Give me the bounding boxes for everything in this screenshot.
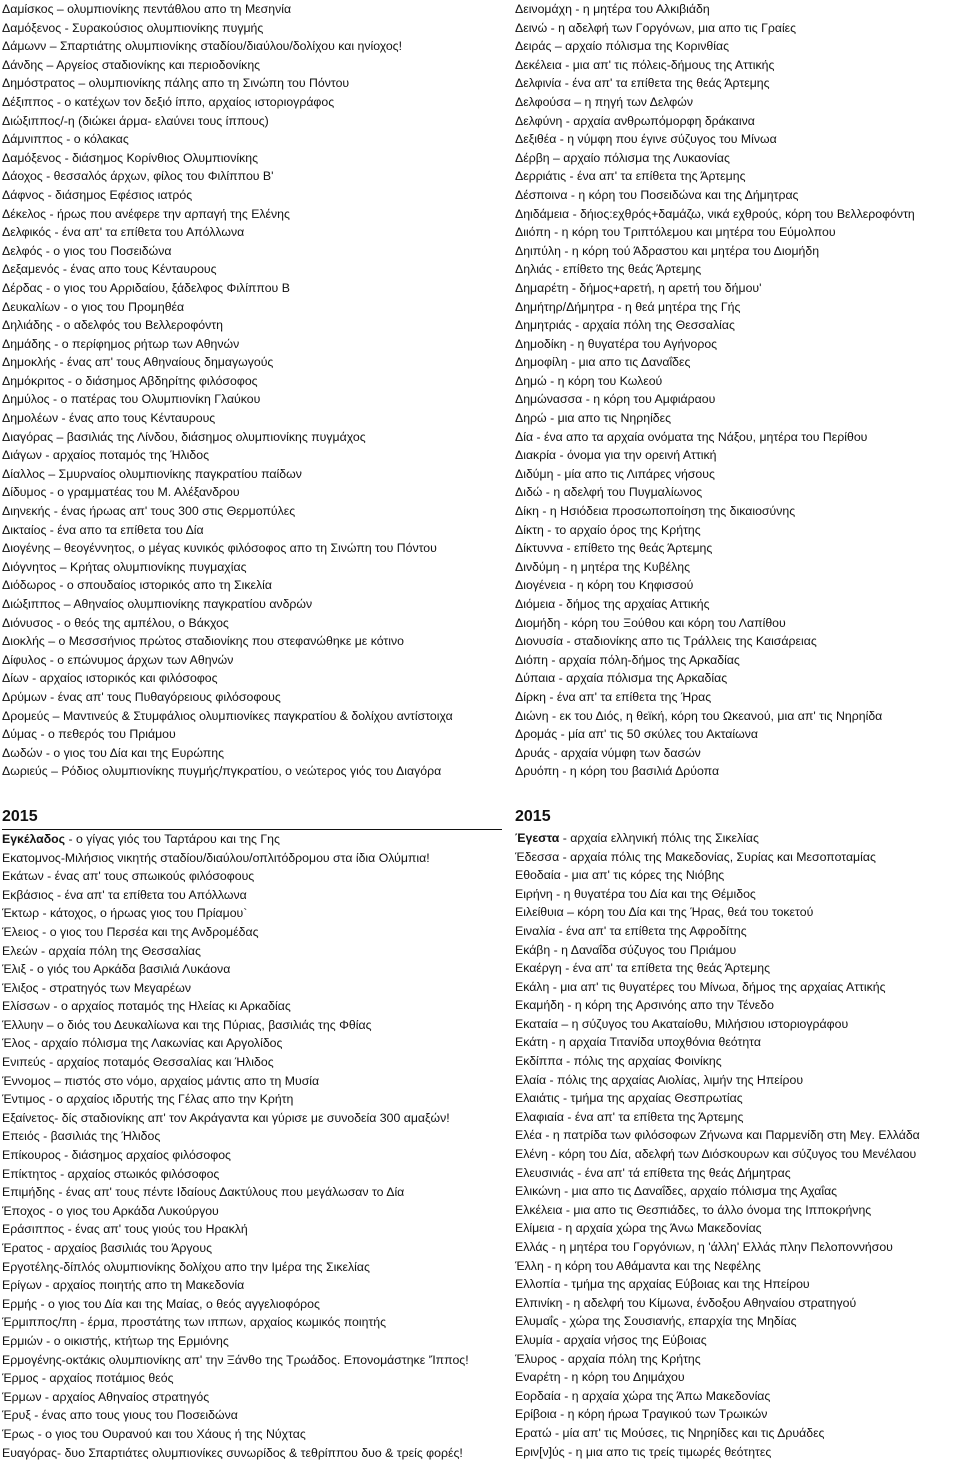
list-item: Δευκαλίων - ο γιος του Προμηθέα [2, 299, 185, 314]
list-item: Δάμνιππος - ο κόλακας [2, 132, 129, 147]
list-item: Εριν[ν]ύς - η μια απο τις τρείς τιμωρές θεότητες [515, 1444, 772, 1459]
list-item: Έρμιππος/πη - έρμα, προστάτης των ιππων, αρχαίος κωμικός ποιητής [2, 1315, 387, 1330]
list-item: Έποχος - ο γιος του Αρκάδα Λυκούργου [2, 1203, 219, 1218]
list-item: Δέσποινα - η κόρη του Ποσειδώνα και της Δήμητρας [515, 187, 799, 202]
list-item: Δεινώ - η αδελφή των Γοργόνων, μια απο τις Γραίες [515, 20, 797, 35]
list-item: Έρμος - αρχαίος ποτάμιος θεός [2, 1371, 174, 1386]
list-item: Ερίγων - αρχαίος ποιητής απο τη Μακεδονία [2, 1278, 245, 1293]
left-bottom-list [2, 849, 502, 1462]
list-item: Δίαλλος – Σμυρναίος ολυμπιονίκης παγκρατίου παίδων [2, 466, 302, 481]
list-item: Δικταίος - ένα απο τα επίθετα του Δία [2, 522, 204, 537]
list-item: Δημώνασσα - η κόρη του Αμφιάραου [515, 392, 716, 407]
list-item: Διοκλής – ο Μεσσσήνιος πρώτος σταδιονίκης που στεφανώθηκε με κότινο [2, 634, 404, 649]
list-item: Δημοφίλη - μια απο τις Δαναΐδες [515, 355, 691, 370]
list-item: Έλιξος - στρατηγός των Μεγαρέων [2, 980, 192, 995]
list-item: Έρατος - αρχαίος βασιλιάς του Άργους [2, 1241, 213, 1255]
list-item: Ερμής - ο γιος του Δία και της Μαίας, ο θεός αγγελιοφόρος [2, 1296, 320, 1311]
list-item: Δύπαια - αρχαία πόλισμα της Αρκαδίας [515, 671, 728, 686]
list-item: Δάφνος - διάσημος Εφέσιος ιατρός [2, 187, 193, 202]
list-item [515, 829, 960, 848]
list-item: Ερμιών - ο οικιστής, κτήτωρ της Ερμιόνης [2, 1333, 229, 1348]
list-item: Δημολέων - ένας απο τους Κένταυρους [2, 411, 216, 426]
list-item: Έλυρος - αρχαία πόλη της Κρήτης [515, 1351, 701, 1366]
left-top-list [2, 0, 502, 781]
list-item: Εκαταία – η σύζυγος του Ακαταίοθυ, Μιλήσιου ιστοριογράφου [515, 1016, 849, 1031]
list-item: Δέρδας - ο γιος του Αρριδαίου, ξάδελφος Φιλίππου Β [2, 280, 290, 295]
list-item: Δάμωνν – Σπαρτιάτης ολυμπιονίκης σταδίου/διαύλου/δολίχου και ηνίοχος! [2, 39, 403, 54]
list-item: Δημοκλής - ένας απ' τους Αθηναίους δημαγωγούς [2, 355, 274, 370]
list-item: Έρμων - αρχαίος Αθηναίος στρατηγός [2, 1389, 210, 1404]
list-item: Ελεών - αρχαία πόλη της Θεσσαλίας [2, 943, 201, 958]
list-item: Δημάδης - ο περίφημος ρήτωρ των Αθηνών [2, 336, 240, 351]
list-item: Δρομάς - μία απ' τις 50 σκύλες του Ακταίωνα [515, 727, 758, 742]
list-item: Ελικώνη - μια απο τις Δαναΐδες, αρχαίο πόλισμα της Αχαΐας [515, 1184, 838, 1199]
list-item: Δρυάς - αρχαία νύμφη των δασών [515, 745, 701, 760]
left-column [2, 0, 502, 1462]
list-item: Δελφινία - ένα απ' τα επίθετα της θεάς Άρτεμης [515, 76, 770, 91]
list-item: Έντιμος - ο αρχαίος ιδρυτής της Γέλας απο την Κρήτη [2, 1092, 294, 1107]
list-item: Εκατομνος-Μιλήσιος νικητής σταδίου/διαύλου/οπλιτόδρομου στα ίδια Ολύμπια! [2, 850, 430, 865]
list-item: Εράσιππος - ένας απ' τους γιούς του Ηρακλή [2, 1222, 248, 1237]
list-item: Επειός - βασιλιάς της Ήλιδος [2, 1129, 161, 1144]
list-item: Δρύμων - ένας απ' τους Πυθαγόρειους φιλόσοφους [2, 689, 281, 704]
list-item: Εορδαία - η αρχαία χώρα της Άπω Μακεδονίας [515, 1388, 771, 1403]
list-item: Δίρκη - ένα απ' τα επίθετα της Ήρας [515, 689, 712, 704]
list-item: Ειλείθυια – κόρη του Δία και της Ήρας, θεά του τοκετού [515, 905, 814, 920]
list-item: Δίων - αρχαίος ιστορικός και φιλόσοφος [2, 671, 218, 686]
list-item: Ευαγόρας- δυο Σπαρτιάτες ολυμπιονίκες συνωρίδος & τεθρίππου δυο & τρείς φορές! [2, 1445, 463, 1460]
list-item: Εναρέτη - η κόρη του Δηιμάχου [515, 1370, 685, 1385]
list-item [2, 830, 502, 849]
list-item: Δάοχος - θεσσαλός άρχων, φίλος του Φιλίππου Β' [2, 169, 274, 184]
list-item: Δρυόπη - η κόρη του βασιλιά Δρύοπα [515, 764, 720, 779]
list-item: Δέκελος - ήρως που ανέφερε την αρπαγή της Ελένης [2, 206, 290, 221]
list-item: Ελένη - κόρη του Δία, αδελφή των Διόσκουρων και σύζυγος του Μενέλαου [515, 1147, 917, 1162]
list-item: Δηιδάμεια - δήιος:εχθρός+δαμάζω, νικά εχθρούς, κόρη του Βελλεροφόντη [515, 206, 915, 221]
list-item: Διόγνητος – Κρήτας ολυμπιονίκης πυγμαχίας [2, 559, 247, 574]
list-item: Ελαιάτις - τμήμα της αρχαίας Θεσπρωτίας [515, 1091, 743, 1106]
list-item: Εκβάσιος - ένα απ' τα επίθετα του Απόλλωνα [2, 887, 247, 902]
list-item: Διδώ - η αδελφή του Πυγμαλίωνος [515, 485, 703, 500]
list-item: Δεξαμενός - ένας απο τους Κένταυρους [2, 262, 217, 277]
list-item: Δία - ένα απο τα αρχαία ονόματα της Νάξου, μητέρα του Περίθου [515, 429, 868, 444]
list-item: Ελπινίκη - η αδελφή του Κίμωνα, ένδοξου Αθηναίου στρατηγού [515, 1295, 857, 1310]
list-item: Δίφυλος - ο επώνυμος άρχων των Αθηνών [2, 652, 234, 667]
list-item: Έλλυην – ο διός του Δευκαλίωνα και της Πύριας, βασιλιάς της Φθίας [2, 1017, 372, 1032]
list-item: Δελφύνη - αρχαία ανθρωπόμορφη δράκαινα [515, 113, 755, 128]
list-item: Δαμίσκος – ολυμπιονίκης πεντάθλου απο τη Μεσηνία [2, 2, 292, 16]
list-item: Δημοδίκη - η θυγατέρα του Αγήνορος [515, 336, 718, 351]
list-item: Δηλιάδης - ο αδελφός του Βελλεροφόντη [2, 318, 223, 333]
list-item: Δαμόξενος - διάσημος Κορίνθιος Ολυμπιονίκης [2, 150, 259, 165]
list-item: Δημώ - η κόρη του Κωλεού [515, 373, 663, 388]
list-item: Εξαίνετος- δίς σταδιονίκης απ' τον Ακράγαντα και γύρισε με συνοδεία 300 αμαξών! [2, 1110, 450, 1125]
list-item: Επίκτητος - αρχαίος στωικός φιλόσοφος [2, 1166, 220, 1181]
list-item: Δινδύμη - η μητέρα της Κυβέλης [515, 559, 690, 574]
list-item: Διώξιππος – Αθηναίος ολυμπιονίκης παγκρατίου ανδρών [2, 597, 313, 611]
right-top-list [515, 0, 960, 781]
entry-text: - αρχαία ελληνική πόλις της Σικελίας [559, 830, 759, 845]
list-item: Δερριάτις - ένα απ' τα επίθετα της Άρτεμης [515, 169, 746, 184]
list-item: Δηλιάς - επίθετο της θεάς Άρτεμης [515, 262, 702, 277]
list-item: Επίκουρος - διάσημος αρχαίος φιλόσοφος [2, 1148, 231, 1163]
list-item: Δύμας - ο πεθερός του Πριάμου [2, 727, 176, 742]
list-item: Εκάτη - η αρχαία Τιτανίδα υποχθόνια θεότητα [515, 1035, 761, 1050]
list-item: Διδύμη - μία απο τις Λιπάρες νήσους [515, 466, 715, 481]
list-item: Έννομος – πιστός στο νόμο, αρχαίος μάντις απο τη Μυσία [2, 1073, 320, 1088]
bold-name: Έγεστα [515, 830, 560, 845]
list-item: Δάνδης – Αργείος σταδιονίκης και περιοδονίκης [2, 57, 261, 72]
list-item: Δημόστρατος – ολυμπιονίκης πάλης απο τη Σινώπη του Πόντου [2, 76, 350, 91]
list-item: Ελίμεια - η αρχαία χώρα της Άνω Μακεδονίας [515, 1221, 762, 1236]
list-item: Διακρία - όνομα για την ορεινή Αττική [515, 448, 717, 463]
list-item: Δαμόξενος - Συρακούσιος ολυμπιονίκης πυγμής [2, 20, 264, 35]
list-item: Ελυμία - αρχαία νήσος της Εύβοιας [515, 1332, 707, 1347]
list-item: Δίκη - η Ησιόδεια προσωποποίηση της δικαιοσύνης [515, 504, 796, 519]
list-item: Ελαφιαία - ένα απ' τα επίθετα της Άρτεμης [515, 1109, 744, 1124]
list-item: Ελκέλεια - μια απο τις Θεσπιάδες, το άλλο όνομα της Ιπποκρήνης [515, 1202, 872, 1217]
list-item: Διόμεια - δήμος της αρχαίας Αττικής [515, 597, 710, 611]
list-item: Διώνη - εκ του Διός, η θεϊκή, κόρη του Ωκεανού, μια απ' τις Νηρηίδα [515, 708, 883, 723]
list-item: Δέξιππος - ο κατέχων τον δεξιό ίππο, αρχαίος ιστοριογράφος [2, 94, 335, 109]
list-item: Δηιπύλη - η κόρη τού Άδραστου και μητέρα του Διομήδη [515, 243, 820, 258]
right-column [515, 0, 960, 1461]
list-item: Δωριεύς – Ρόδιος ολυμπιονίκης πυγμής/πγκρατίου, ο νεώτερος γιός του Διαγόρα [2, 764, 442, 779]
list-item: Ερμογένης-οκτάκις ολυμπιονίκης απ' την Ξάνθο της Τρωάδος. Επονομάστηκε 'Ίππος! [2, 1352, 469, 1367]
list-item: Διογένεια - η κόρη του Κηφισσού [515, 578, 694, 593]
list-item: Ελυμαΐς - χώρα της Σουσιανής, επαρχία της Μηδίας [515, 1314, 797, 1329]
list-item: Ελίσσων - ο αρχαίος ποταμός της Ηλείας κι Αρκαδίας [2, 999, 291, 1014]
list-item: Ειναλία - ένα απ' τα επίθετα της Αφροδίτης [515, 923, 747, 938]
list-item: Διιόπη - η κόρη του Τριπτόλεμου και μητέρα του Εύμολπου [515, 225, 836, 240]
list-item: Έλειος - ο γιος του Περσέα και της Ανδρομέδας [2, 924, 259, 939]
list-item: Δωδών - ο γιος του Δία και της Ευρώπης [2, 745, 225, 760]
list-item: Έρυξ - ένας απο τους γιους του Ποσειδώνα [2, 1408, 238, 1423]
list-item: Διονυσία - σταδιονίκης απο τις Τράλλεις της Καισάρειας [515, 634, 817, 649]
list-item: Διόνυσος - ο θεός της αμπέλου, ο Βάκχος [2, 615, 229, 630]
list-item: Εκαέργη - ένα απ' τα επίθετα της θεάς Άρτεμης [515, 961, 771, 976]
list-item: Δημύλος - ο πατέρας του Ολυμπιονίκη Γλαύκου [2, 392, 261, 407]
list-item: Δεξιθέα - η νύμφη που έγινε σύζυγος του Μίνωα [515, 132, 777, 147]
list-item: Ελλάς - η μητέρα του Γοργόνιων, η 'άλλη' Ελλάς πλην Πελοποννήσου [515, 1240, 893, 1254]
year-heading-left: 2015 [2, 805, 502, 830]
list-item: Ειρήνη - η θυγατέρα του Δία και της Θέμιδος [515, 886, 756, 901]
list-item: Δημόκριτος - ο διάσημος Αβδηρίτης φιλόσοφος [2, 373, 258, 388]
list-item: Διώξιππος/-η (διώκει άρμα- ελαύνει τους ίππους) [2, 113, 269, 128]
list-item: Διηνεκής - ένας ήρωας απ' τους 300 στις Θερμοπύλες [2, 504, 296, 519]
list-item: Ερατώ - μία απ' τις Μούσες, τις Νηρηίδες και τις Δρυάδες [515, 1425, 825, 1440]
entry-text: - ο γίγας γιός του Ταρτάρου και της Γης [65, 831, 280, 846]
list-item: Ελλοπία - τμήμα της αρχαίας Εύβοιας και της Ηπείρου [515, 1277, 810, 1292]
list-item: Δίκτυννα - επίθετο της θεάς Άρτεμης [515, 541, 713, 556]
list-item: Ερίβοια - η κόρη ήρωα Τραγικού των Τρωικών [515, 1407, 768, 1422]
list-item: Ελευσινιάς - ένα απ' τά επίθετα της θεάς Δήμητρας [515, 1165, 791, 1180]
list-item: Διογένης – θεογέννητος, ο μέγας κυνικός φιλόσοφος απο τη Σινώπη του Πόντου [2, 541, 437, 556]
list-item: Εκαμήδη - η κόρη της Αρσινόης απο την Τένεδο [515, 998, 774, 1013]
list-item: Έδεσσα - αρχαία πόλις της Μακεδονίας, Συρίας και Μεσοποταμίας [515, 849, 876, 864]
list-item: Έρως - ο γιος του Ουρανού και του Χάους ή της Νύχτας [2, 1426, 306, 1441]
list-item: Δεκέλεια - μια απ' τις πόλεις-δήμους της Αττικής [515, 57, 775, 72]
list-item: Έλος - αρχαίο πόλισμα της Λακωνίας και Αργολίδος [2, 1036, 283, 1051]
list-item: Δίδυμος - ο γραμματέας του Μ. Αλέξανδρου [2, 485, 240, 500]
list-item: Εκδίππα - πόλις της αρχαίας Φοινίκης [515, 1054, 722, 1069]
list-item: Δρομεύς – Μαντινεύς & Στυμφάλιος ολυμπιονίκες παγκρατίου & δολίχου αντίστοιχα [2, 708, 453, 723]
list-item: Δειράς – αρχαίο πόλισμα της Κορινθίας [515, 39, 730, 54]
list-item: Δεινομάχη - η μητέρα του Αλκιβιάδη [515, 2, 710, 16]
list-item: Δέρβη – αρχαίο πόλισμα της Λυκαονίας [515, 150, 730, 165]
list-item: Ενιπεύς - αρχαίος ποταμός Θεσσαλίας και Ήλιδος [2, 1055, 274, 1070]
right-bottom-list [515, 848, 960, 1462]
list-item: Δίκτη - το αρχαίο όρος της Κρήτης [515, 522, 701, 537]
list-item: Εκάλη - μια απ' τις θυγατέρες του Μίνωα, δήμος της αρχαίας Αττικής [515, 979, 886, 994]
list-item: Δελφικός - ένα απ' τα επίθετα του Απόλλωνα [2, 225, 245, 240]
list-item: Διόπη - αρχαία πόλη-δήμος της Αρκαδίας [515, 652, 740, 667]
list-item: Δελφός - ο γιος του Ποσειδώνα [2, 243, 172, 258]
list-item: Δελφούσα – η πηγή των Δελφών [515, 94, 694, 109]
list-item: Έλλη - η κόρη του Αθάμαντα και της Νεφέλης [515, 1258, 761, 1273]
list-item: Έλιξ - ο γιός του Αρκάδα βασιλιά Λυκάονα [2, 962, 231, 977]
list-item: Διομήδη - κόρη του Ξούθου και κόρη του Λαπίθου [515, 615, 786, 630]
list-item: Δημητριάς - αρχαία πόλη της Θεσσαλίας [515, 318, 735, 333]
list-item: Διαγόρας – βασιλιάς της Λίνδου, διάσημος ολυμπιονίκης πυγμάχος [2, 429, 366, 444]
list-item: Εκάβη - η Δαναΐδα σύζυγος του Πριάμου [515, 942, 737, 957]
list-item: Ελέα - η πατρίδα των φιλόσοφων Ζήνωνα και Παρμενίδη στη Μεγ. Ελλάδα [515, 1128, 920, 1143]
list-item: Διόδωρος - ο σπουδαίος ιστορικός απο τη Σικελία [2, 578, 272, 593]
list-item: Δηρώ - μια απο τις Νηρηίδες [515, 411, 672, 426]
list-item: Εθοδαία - μια απ' τις κόρες της Νιόβης [515, 868, 725, 883]
year-heading-right: 2015 [515, 807, 551, 825]
bold-name: Εγκέλαδος [2, 831, 66, 846]
list-item: Εκάτων - ένας απ' τους σπωικούς φιλόσοφους [2, 869, 255, 884]
list-item: Έκτωρ - κάτοχος, ο ήρωας γιος του Πρίαμου` [2, 906, 248, 921]
list-item: Επιμήδης - ένας απ' τους πέντε Ιδαίους Δακτύλους που μεγάλωσαν το Δία [2, 1185, 405, 1200]
list-item: Δημήτηρ/Δήμητρα - η θεά μητέρα της Γής [515, 299, 741, 314]
list-item: Εργοτέλης-δίπλός ολυμπιονίκης δολίχου απο την Ιμέρα της Σικελίας [2, 1259, 370, 1274]
list-item: Δημαρέτη - δήμος+αρετή, η αρετή του δήμου' [515, 280, 762, 295]
list-item: Ελαία - πόλις της αρχαίας Αιολίας, λιμήν της Ηπείρου [515, 1072, 804, 1087]
list-item: Διάγων - αρχαίος ποταμός της Ήλιδος [2, 448, 209, 463]
